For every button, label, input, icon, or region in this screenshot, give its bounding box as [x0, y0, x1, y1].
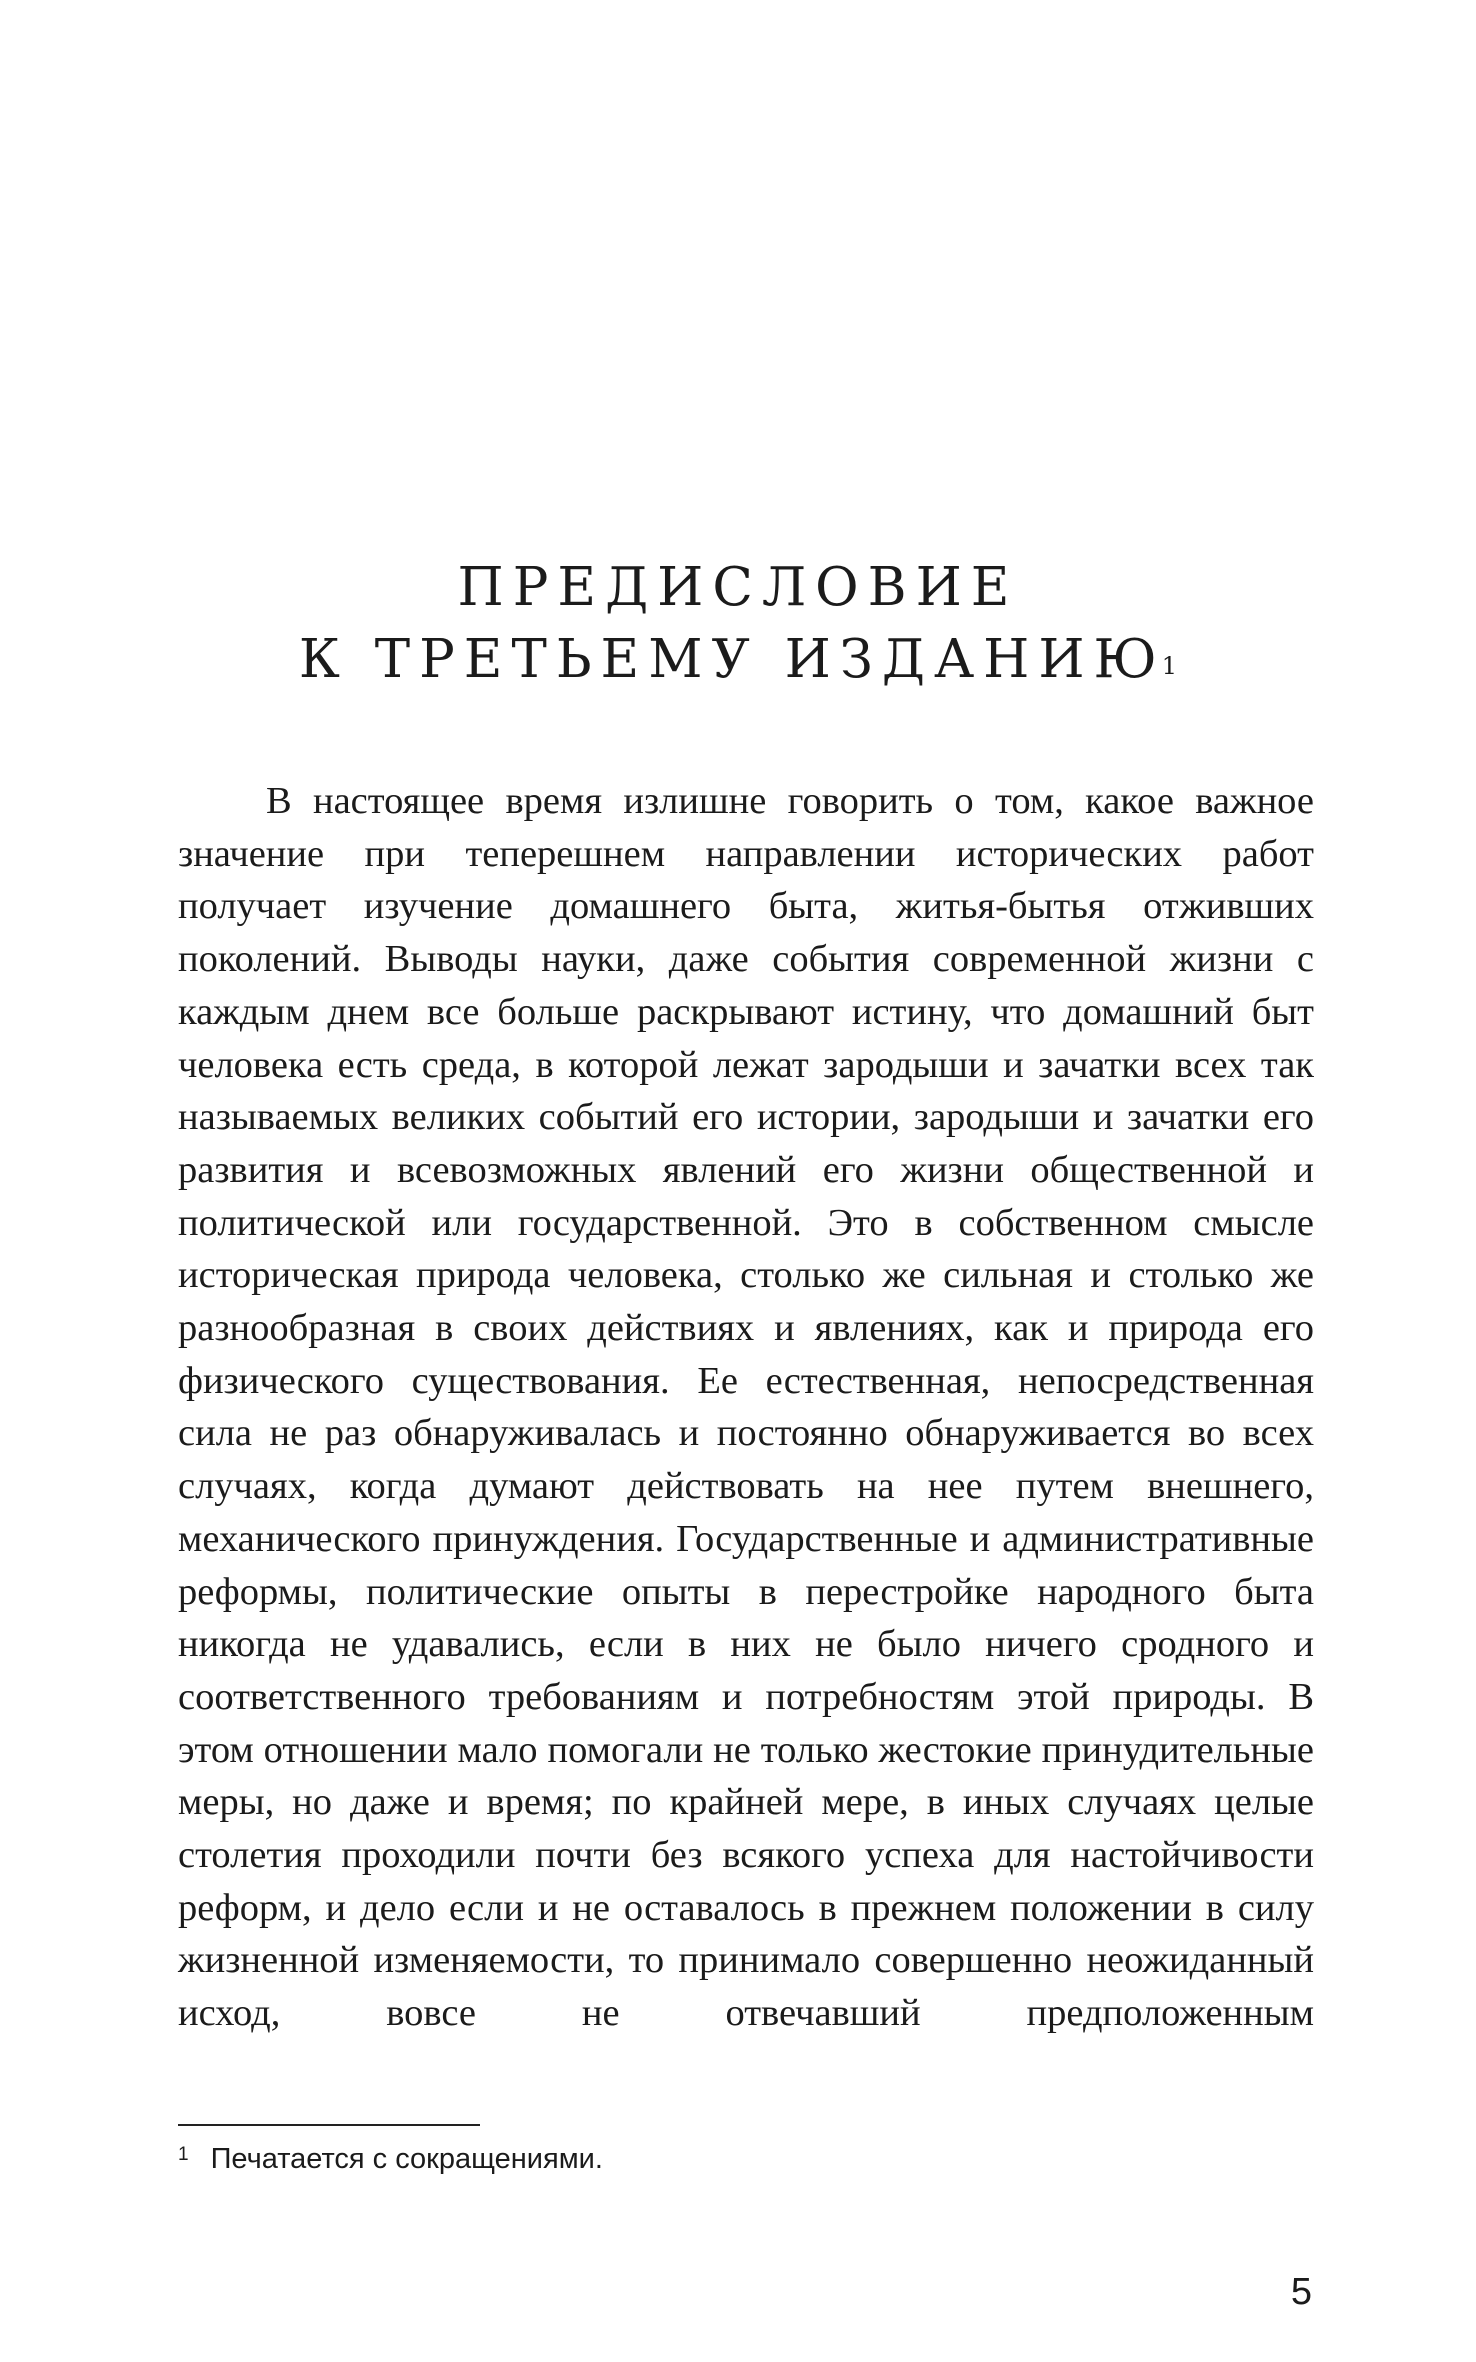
footnote-text: Печатается с сокращениями. — [210, 2143, 603, 2175]
chapter-title — [0, 552, 1476, 696]
body-paragraph: В настоящее время излишне говорить о том, какое важное значение при теперешнем направлении исторических работ получает изучение домашнего быта, житья-бытья отживших поколений. Выводы науки, даже события современной жизни с каждым днем все больше раскрывают истину, что домашний быт человека есть среда, в которой лежат зародыши и зачатки всех так называемых великих событий его истории, зародыши и зачатки его развития и всевозможных явлений его жизни общественной и политической или государственной. Это в собственном смысле историческая природа человека, столько же сильная и столько же разнообразная в своих действиях и явлениях, как и природа его физического существования. Ее естественная, непосредственная сила не раз обнаруживалась и постоянно обнаруживается во всех случаях, когда думают действовать на нее путем внешнего, механического принуждения. Государственные и административные реформы, политические опыты в перестройке народного быта никогда не удавались, если в них не было ничего сродного и соответственного требованиям и потребностям этой природы. В этом отношении мало помогали не только жестокие принудительные меры, но даже и время; по крайней мере, в иных случаях целые столетия проходили почти без всякого успеха для настойчивости реформ, и дело если и не оставалось в прежнем положении в силу жизненной изменяемости, то принимало совершенно неожиданный исход, вовсе не отвечавший предположенным — [178, 780, 1314, 2035]
chapter-title-line-2-text: К ТРЕТЬЕМУ ИЗДАНИЮ — [298, 629, 1166, 690]
chapter-title-line-2 — [0, 624, 1476, 696]
footnote-number: 1 — [178, 2144, 189, 2165]
footnote-reference: 1 — [1161, 652, 1178, 680]
footnote-separator — [178, 2124, 480, 2126]
page-number: 5 — [1290, 2271, 1312, 2313]
footnote — [178, 2140, 603, 2178]
chapter-title-line-1: ПРЕДИСЛОВИЕ — [457, 557, 1019, 618]
